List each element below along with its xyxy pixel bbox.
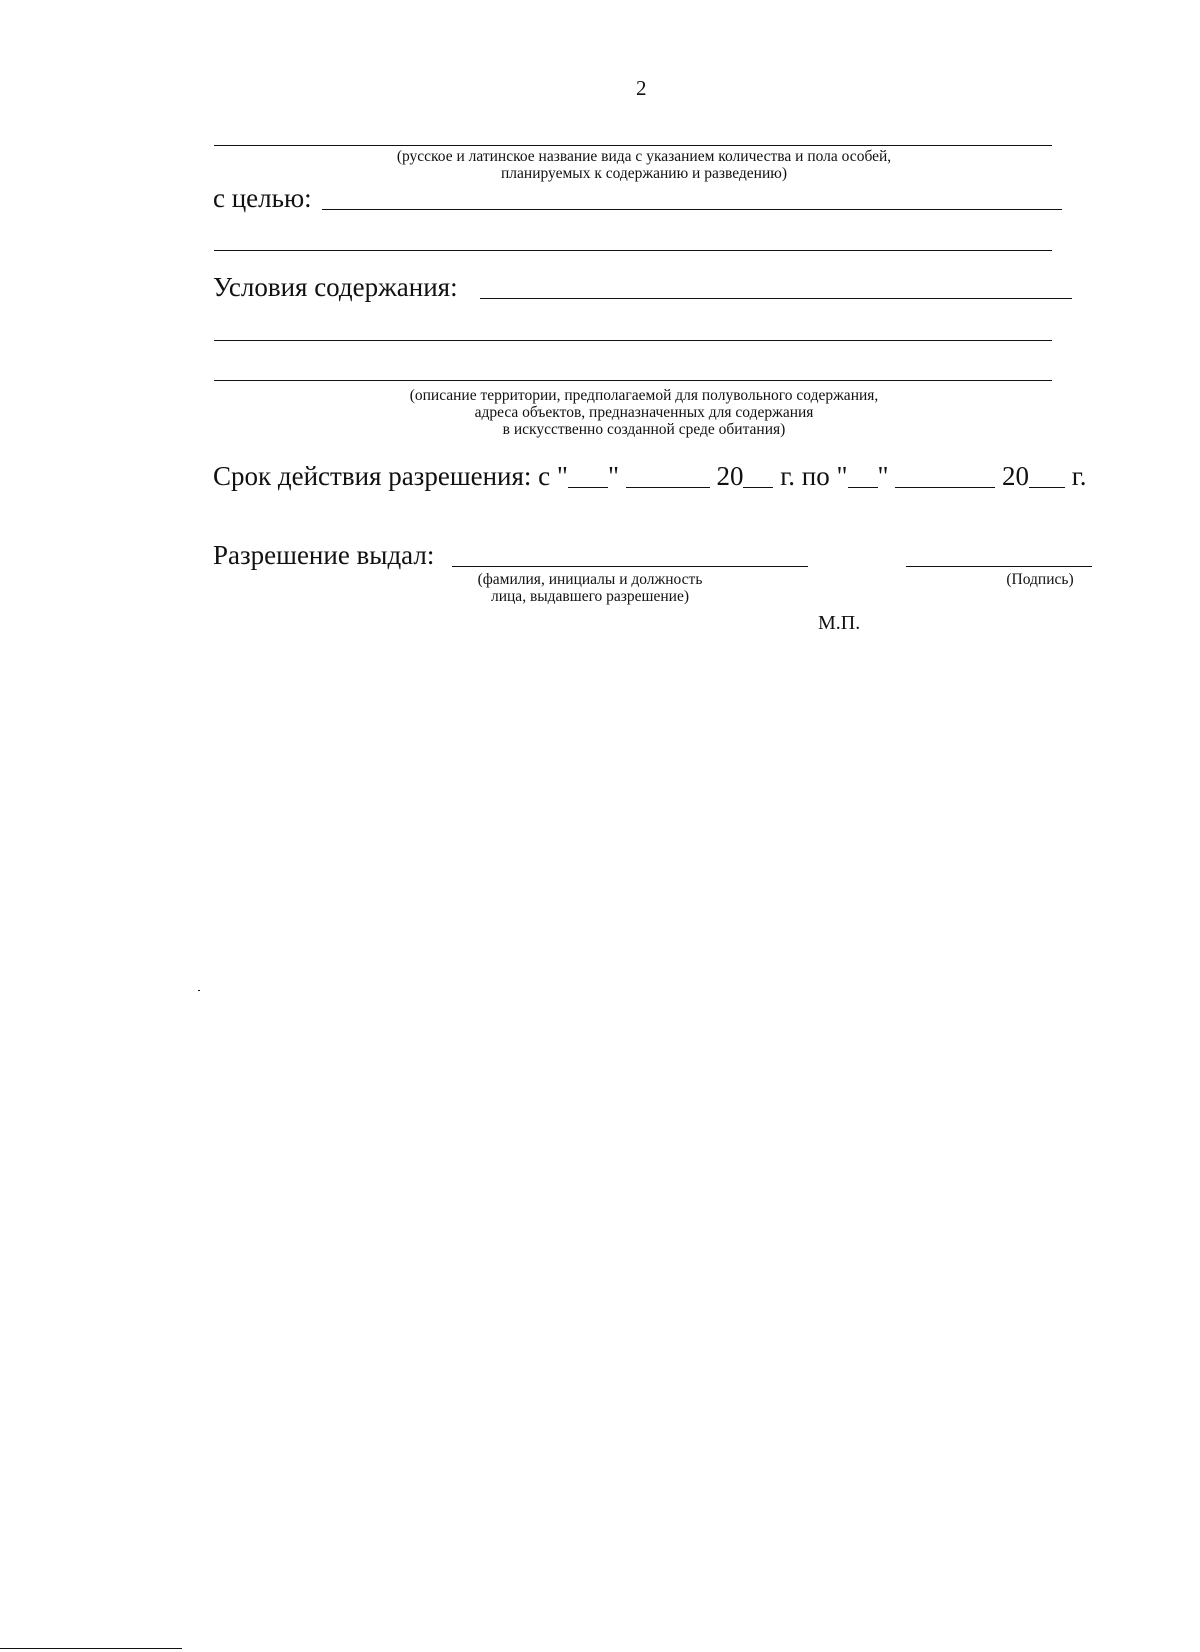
quote-open: " <box>556 461 568 491</box>
issuer-field-line[interactable] <box>452 566 808 567</box>
start-year-suffix: г. по <box>780 461 830 491</box>
purpose-continuation-line[interactable] <box>214 250 1052 251</box>
territory-caption-line2: адреса объектов, предназначенных для содержания <box>474 404 814 421</box>
start-year-prefix: 20 <box>716 461 744 491</box>
stamp-place-label: М.П. <box>818 612 861 634</box>
territory-caption-line3: в искусственно созданной среде обитания) <box>502 421 786 438</box>
species-name-line[interactable] <box>214 145 1052 146</box>
purpose-field-line[interactable] <box>322 209 1062 210</box>
issuer-caption <box>430 571 750 605</box>
footnote-separator-line <box>0 1648 182 1649</box>
species-caption <box>214 148 1074 182</box>
validity-label: Срок действия разрешения: с <box>213 461 551 491</box>
conditions-continuation-line-2[interactable] <box>214 380 1052 381</box>
end-year-suffix: г. <box>1071 461 1087 491</box>
quote-close: " <box>607 461 619 491</box>
end-year-field[interactable] <box>1029 487 1065 488</box>
territory-caption <box>214 387 1074 438</box>
end-year-prefix: 20 <box>1002 461 1030 491</box>
page-number: 2 <box>636 76 647 100</box>
issuer-caption-line2: лица, выдавшего разрешение) <box>490 588 689 605</box>
quote-close-2: " <box>877 461 889 491</box>
conditions-continuation-line-1[interactable] <box>214 340 1052 341</box>
start-month-field[interactable] <box>626 487 710 488</box>
species-caption-line2: планируемых к содержанию и разведению) <box>501 165 787 182</box>
conditions-label: Условия содержания: <box>213 272 458 302</box>
species-caption-line1: (русское и латинское название вида с указанием количества и пола особей, <box>396 148 892 165</box>
end-day-field[interactable] <box>848 487 878 488</box>
scan-dot-artifact <box>198 990 200 991</box>
signature-field-line[interactable] <box>906 566 1092 567</box>
purpose-label: с целью: <box>213 183 312 213</box>
issuer-caption-line1: (фамилия, инициалы и должность <box>477 571 703 588</box>
issued-by-label: Разрешение выдал: <box>213 540 435 570</box>
signature-caption: (Подпись) <box>1006 571 1074 588</box>
validity-row <box>213 463 1087 490</box>
end-month-field[interactable] <box>895 487 995 488</box>
conditions-field-line[interactable] <box>480 298 1072 299</box>
start-day-field[interactable] <box>568 487 608 488</box>
territory-caption-line1: (описание территории, предполагаемой для полувольного содержания, <box>409 387 879 404</box>
start-year-field[interactable] <box>743 487 773 488</box>
quote-open-2: " <box>836 461 848 491</box>
